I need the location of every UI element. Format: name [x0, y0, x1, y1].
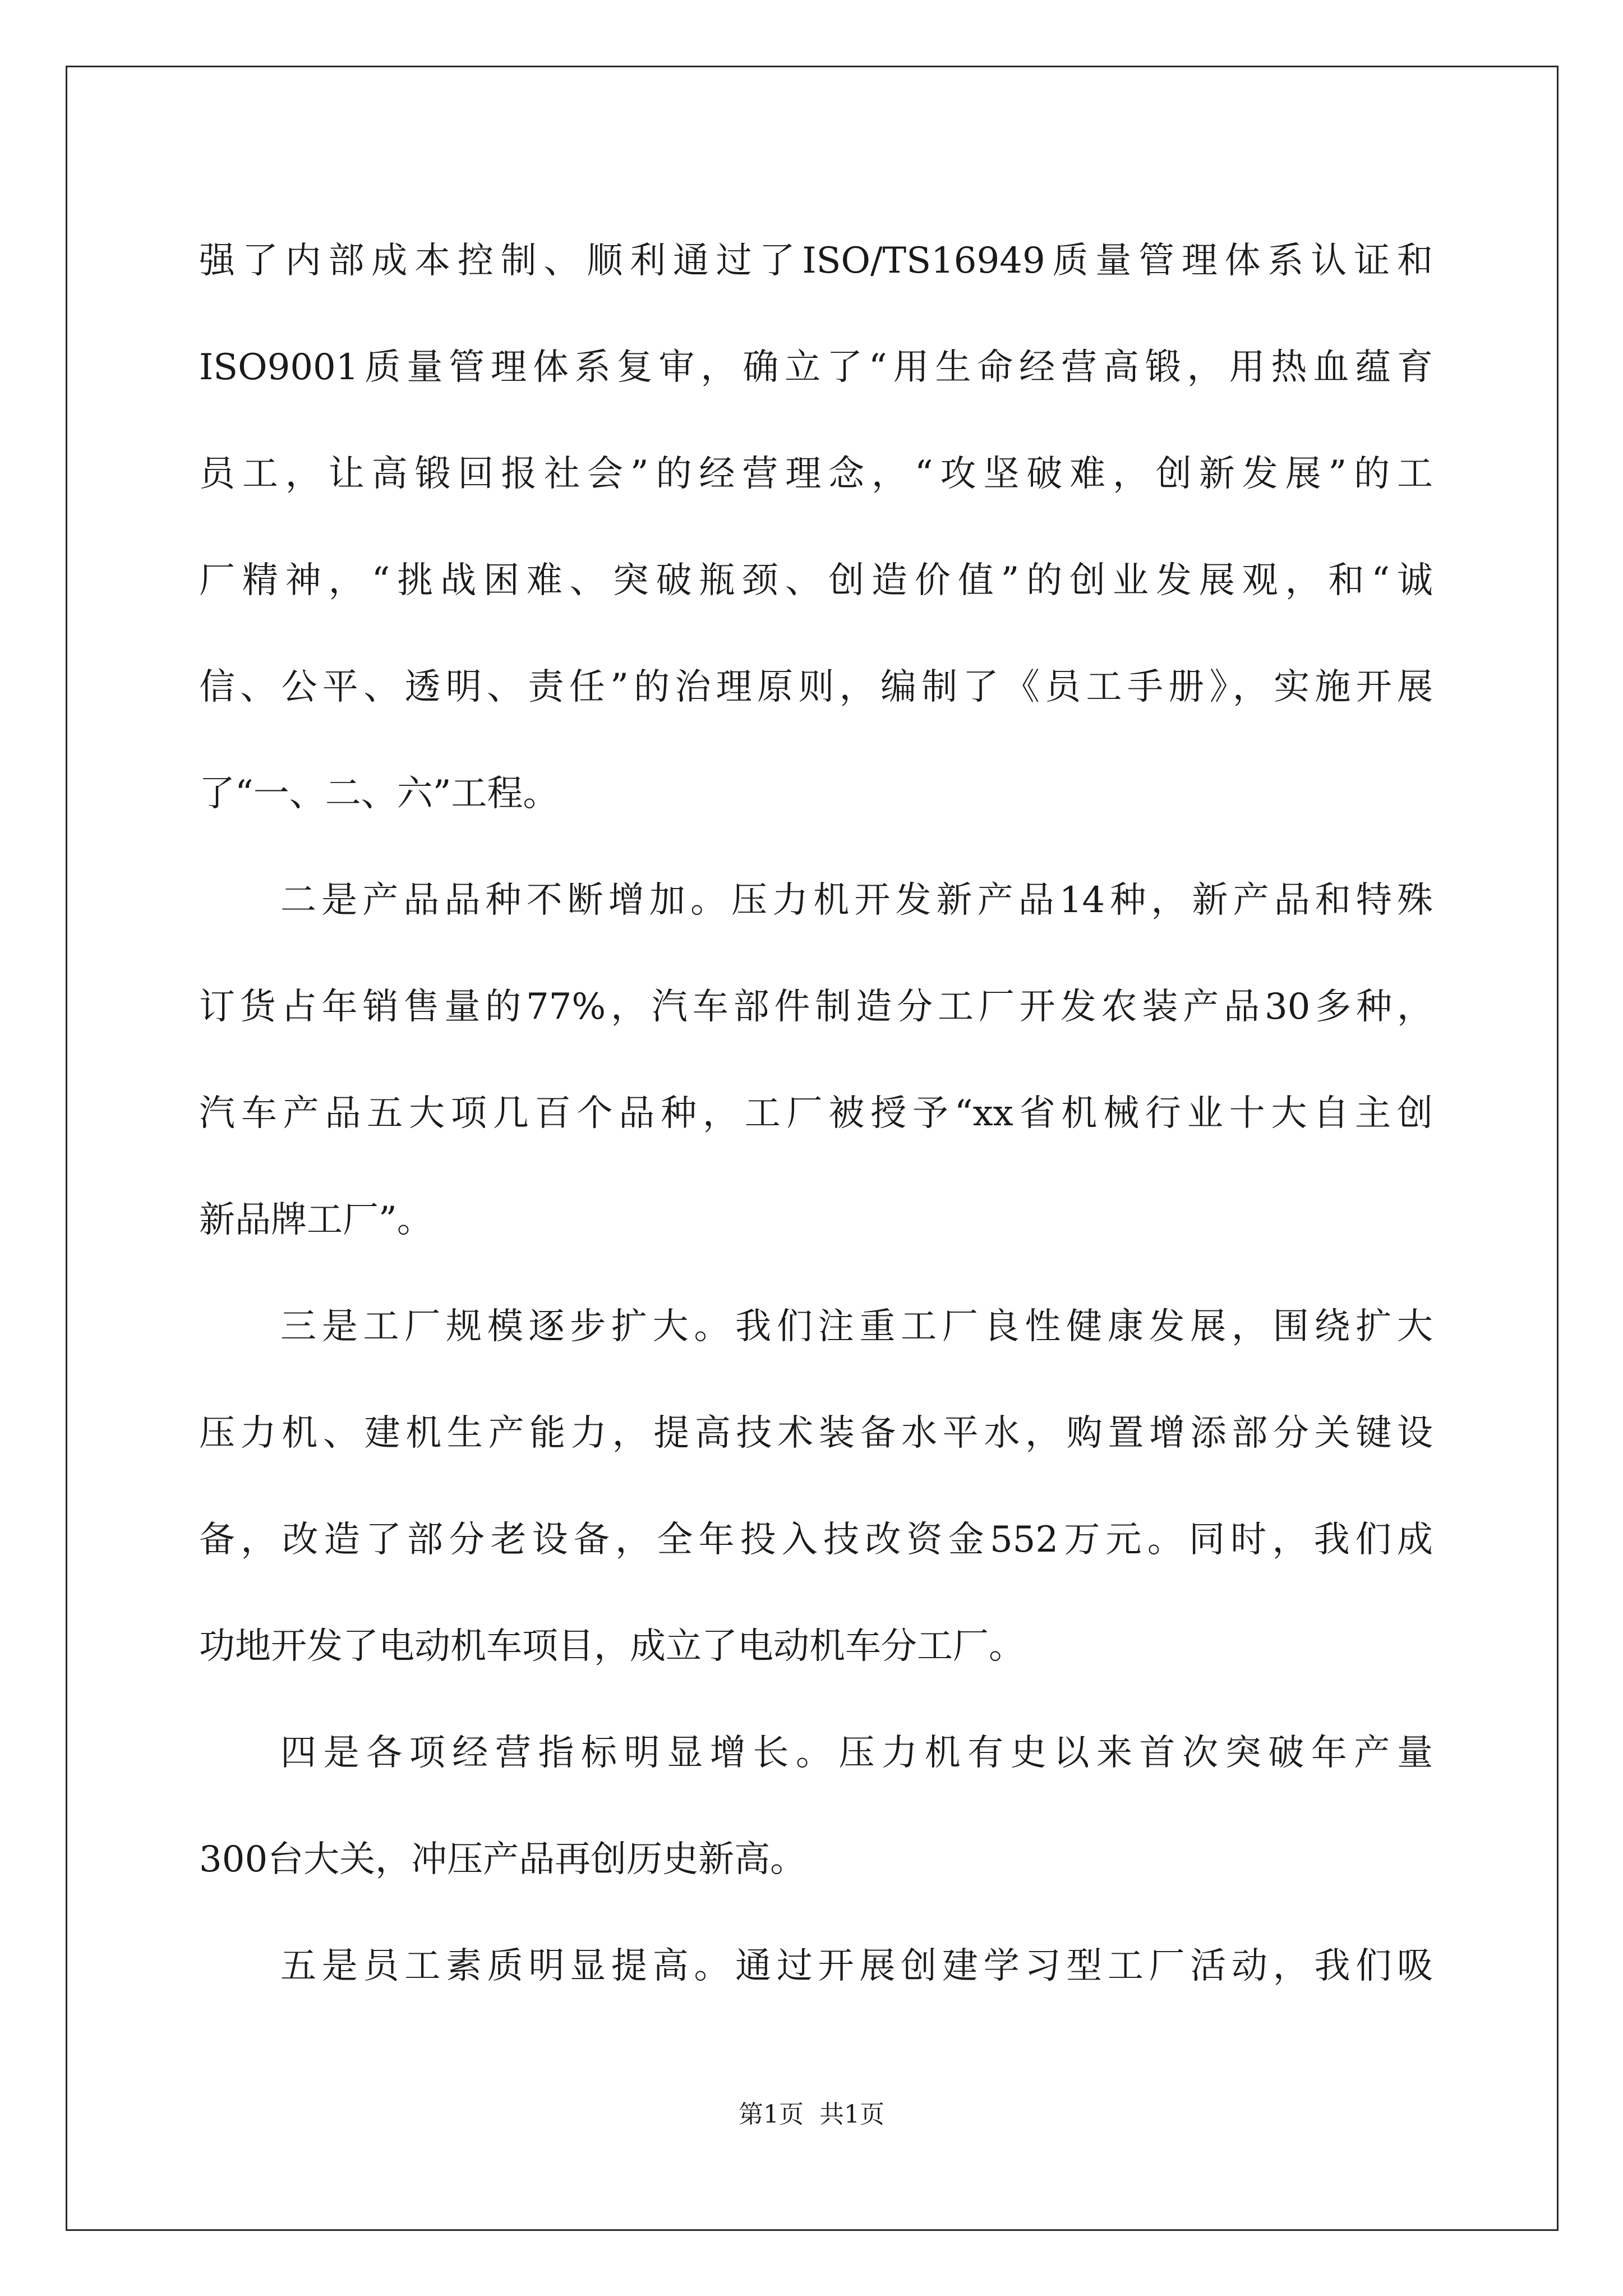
text-line: 压力机、建机生产能力，提高技术装备水平水，购置增添部分关键设: [199, 1412, 1433, 1454]
text-line: 功地开发了电动机车项目，成立了电动机车分工厂。: [199, 1626, 1025, 1667]
text-line: 员工，让高锻回报社会”的经营理念，“攻坚破难，创新发展”的工: [199, 453, 1433, 495]
text-line: 300台大关，冲压产品再创历史新高。: [199, 1839, 806, 1880]
paragraph-first-line: 五是员工素质明显提高。通过开展创建学习型工厂活动，我们吸: [280, 1945, 1433, 1987]
body-text: [199, 208, 1433, 2019]
text-line: 信、公平、透明、责任”的治理原则，编制了《员工手册》，实施开展: [199, 666, 1433, 708]
text-line: ISO9001质量管理体系复审，确立了“用生命经营高锻，用热血蕴育: [199, 347, 1433, 388]
text-line: 强了内部成本控制、顺利通过了ISO/TS16949质量管理体系认证和: [199, 240, 1433, 282]
total-pages: 共1页: [819, 2100, 884, 2129]
text-line: 厂精神，“挑战困难、突破瓶颈、创造价值”的创业发展观，和“诚: [199, 560, 1433, 601]
page-footer: [0, 2098, 1623, 2132]
text-line: 备，改造了部分老设备，全年投入技改资金552万元。同时，我们成: [199, 1519, 1433, 1561]
text-line: 了“一、二、六”工程。: [199, 773, 559, 815]
paragraph-first-line: 三是工厂规模逐步扩大。我们注重工厂良性健康发展，围绕扩大: [280, 1306, 1433, 1347]
text-line: 订货占年销售量的77%，汽车部件制造分工厂开发农装产品30多种，: [199, 986, 1433, 1028]
current-page-number: 第1页: [739, 2100, 804, 2129]
paragraph-first-line: 四是各项经营指标明显增长。压力机有史以来首次突破年产量: [280, 1732, 1433, 1774]
paragraph-first-line: 二是产品品种不断增加。压力机开发新产品14种，新产品和特殊: [280, 880, 1433, 921]
text-line: 新品牌工厂”。: [199, 1199, 433, 1241]
text-line: 汽车产品五大项几百个品种，工厂被授予“xx省机械行业十大自主创: [199, 1093, 1433, 1134]
